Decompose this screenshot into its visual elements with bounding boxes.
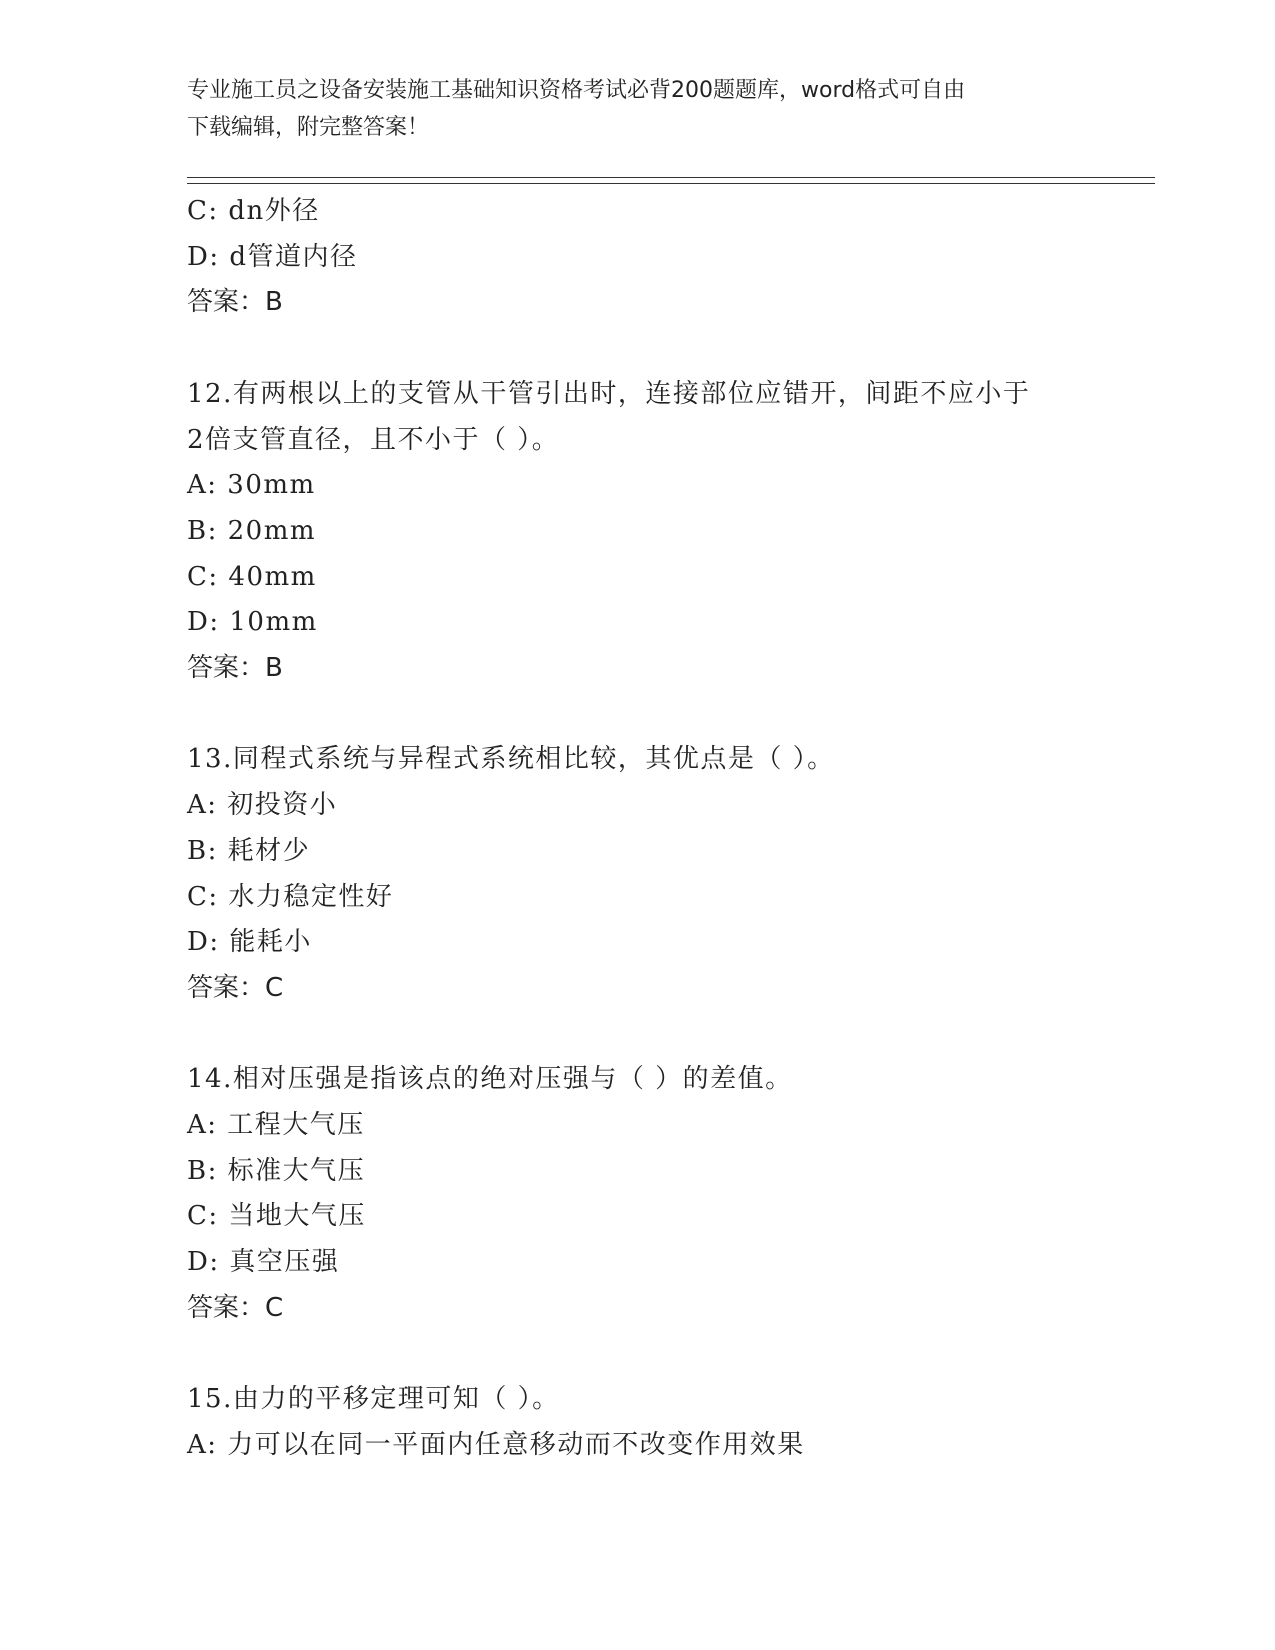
question-stem: 15.由力的平移定理可知（ ）。 <box>187 1384 560 1415</box>
answer: 答案：B <box>187 653 283 684</box>
question-list <box>187 189 1117 1469</box>
option-c: C: 水力稳定性好 <box>187 881 394 912</box>
spacer <box>187 1332 1117 1378</box>
option-b: B: 标准大气压 <box>187 1155 366 1186</box>
answer: 答案：B <box>187 287 283 318</box>
option-d: D: 10mm <box>187 607 318 638</box>
option-d: D: 能耗小 <box>187 927 312 958</box>
question-stem: 2倍支管直径，且不小于（ ）。 <box>187 424 560 455</box>
answer: 答案：C <box>187 972 284 1003</box>
question-13 <box>187 737 1117 1011</box>
header-line-1: 专业施工员之设备安装施工基础知识资格考试必背200题题库，word格式可自由 <box>187 78 966 103</box>
spacer <box>187 326 1117 372</box>
question-12 <box>187 372 1117 692</box>
option-c: C: 40mm <box>187 561 317 592</box>
answer: 答案：C <box>187 1292 284 1323</box>
option-d: D: 真空压强 <box>187 1247 340 1278</box>
option-a: A: 力可以在同一平面内任意移动而不改变作用效果 <box>187 1429 805 1460</box>
question-stem: 14.相对压强是指该点的绝对压强与（ ）的差值。 <box>187 1064 793 1095</box>
option-b: B: 耗材少 <box>187 835 311 866</box>
option-a: A: 初投资小 <box>187 790 338 821</box>
spacer <box>187 1012 1117 1058</box>
option-c: C: dn外径 <box>187 196 320 226</box>
header-divider-top <box>187 177 1155 178</box>
question-15 <box>187 1377 1117 1468</box>
question-stem: 12.有两根以上的支管从干管引出时，连接部位应错开，间距不应小于 <box>187 378 1031 409</box>
question-stem: 13.同程式系统与异程式系统相比较，其优点是（ ）。 <box>187 744 835 775</box>
document-header <box>187 72 1087 146</box>
question-11-continued <box>187 189 1117 326</box>
option-d: D: d管道内径 <box>187 241 358 272</box>
header-line-2: 下载编辑，附完整答案！ <box>187 115 430 140</box>
question-14 <box>187 1057 1117 1331</box>
option-a: A: 工程大气压 <box>187 1110 365 1141</box>
spacer <box>187 692 1117 738</box>
option-b: B: 20mm <box>187 515 317 546</box>
option-a: A: 30mm <box>187 470 316 501</box>
header-divider-bottom <box>187 183 1155 184</box>
option-c: C: 当地大气压 <box>187 1201 366 1232</box>
